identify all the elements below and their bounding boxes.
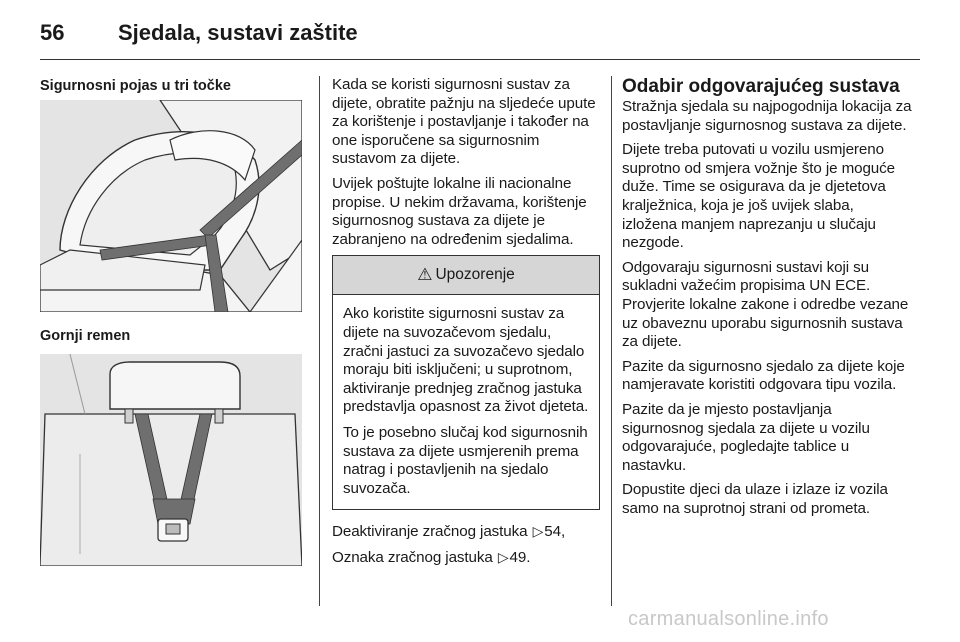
paragraph: Uvijek poštujte lokalne ili nacionalne propise. U nekim državama, korištenje sigurnosnog sustava za dijete je zabranjeno na određenim sjedalima. xyxy=(332,174,587,248)
page-reference-arrow-icon: ▷ xyxy=(532,523,544,540)
warning-box xyxy=(332,255,600,510)
page-reference-arrow-icon: ▷ xyxy=(497,548,509,565)
column-right xyxy=(622,76,912,524)
section-heading: Odabir odgovarajućeg sustava xyxy=(622,76,900,97)
figure-caption-three-point-belt: Sigurnosni pojas u tri točke xyxy=(40,78,231,94)
paragraph: Odgovaraju sigurnosni sustavi koji su sukladni važećim propisima UN ECE. Provjerite lokalne zakone i odredbe vezane uz obaveznu uporabu sigurnosnih sustava za dijete. xyxy=(622,258,909,351)
warning-triangle-icon: ⚠ xyxy=(417,265,433,285)
warning-paragraph: Ako koristite sigurnosni sustav za dijete na suvozačevom sjedalu, zračni jastuci za suvozačevo sjedalo moraju biti isključeni; u suprotnom, aktiviranje prednjeg zračnog jastuka predstavlja opasnost za život djeteta. xyxy=(343,305,589,416)
watermark: carmanualsonline.info xyxy=(628,608,829,630)
paragraph: Dopustite djeci da ulaze i izlaze iz vozila samo na suprotnoj strani od prometa. xyxy=(622,481,888,517)
cross-reference-airbag-deactivation[interactable]: Deaktiviranje zračnog jastuka ▷54, xyxy=(332,523,566,541)
column-left xyxy=(40,76,302,344)
header-divider xyxy=(40,59,920,60)
warning-paragraph: To je posebno slučaj kod sigurnosnih sustava za dijete usmjerenih prema natrag i postavljenih na sjedalo suvozača. xyxy=(343,423,588,497)
warning-title: Upozorenje xyxy=(435,266,515,284)
page-header xyxy=(40,14,920,54)
column-middle xyxy=(332,76,600,573)
paragraph: Kada se koristi sigurnosni sustav za dijete, obratite pažnju na sljedeće upute za korištenje i postavljanje i također na one isporučene sa sigurnosnim sustavom za dijete. xyxy=(332,76,596,168)
paragraph: Pazite da sigurnosno sjedalo za dijete koje namjeravate koristiti odgovara tipu vozila. xyxy=(622,357,905,394)
top-tether-illustration xyxy=(40,354,302,566)
paragraph: Dijete treba putovati u vozilu usmjereno suprotno od smjera vožnje što je moguće duže. Time se osigurava da je djetetova kralježnica, koja je još uvijek slaba, izložena manjem naprezanju u slučaju nezgode. xyxy=(622,141,895,252)
cross-reference-airbag-label[interactable]: Oznaka zračnog jastuka ▷49. xyxy=(332,548,531,566)
page-number: 56 xyxy=(40,20,65,45)
warning-body xyxy=(333,295,599,509)
column-divider-1 xyxy=(319,76,320,606)
page-title: Sjedala, sustavi zaštite xyxy=(118,20,358,45)
figure-caption-top-tether: Gornji remen xyxy=(40,328,131,344)
column-divider-2 xyxy=(611,76,612,606)
warning-header xyxy=(333,256,599,295)
child-seat-illustration xyxy=(40,100,302,312)
paragraph: Stražnja sjedala su najpogodnija lokacija za postavljanje sigurnosnog sustava za dijete. xyxy=(622,98,912,134)
paragraph: Pazite da je mjesto postavljanja sigurnosnog sjedala za dijete u vozilu odgovarajuće, pogledajte tablice u nastavku. xyxy=(622,400,870,474)
